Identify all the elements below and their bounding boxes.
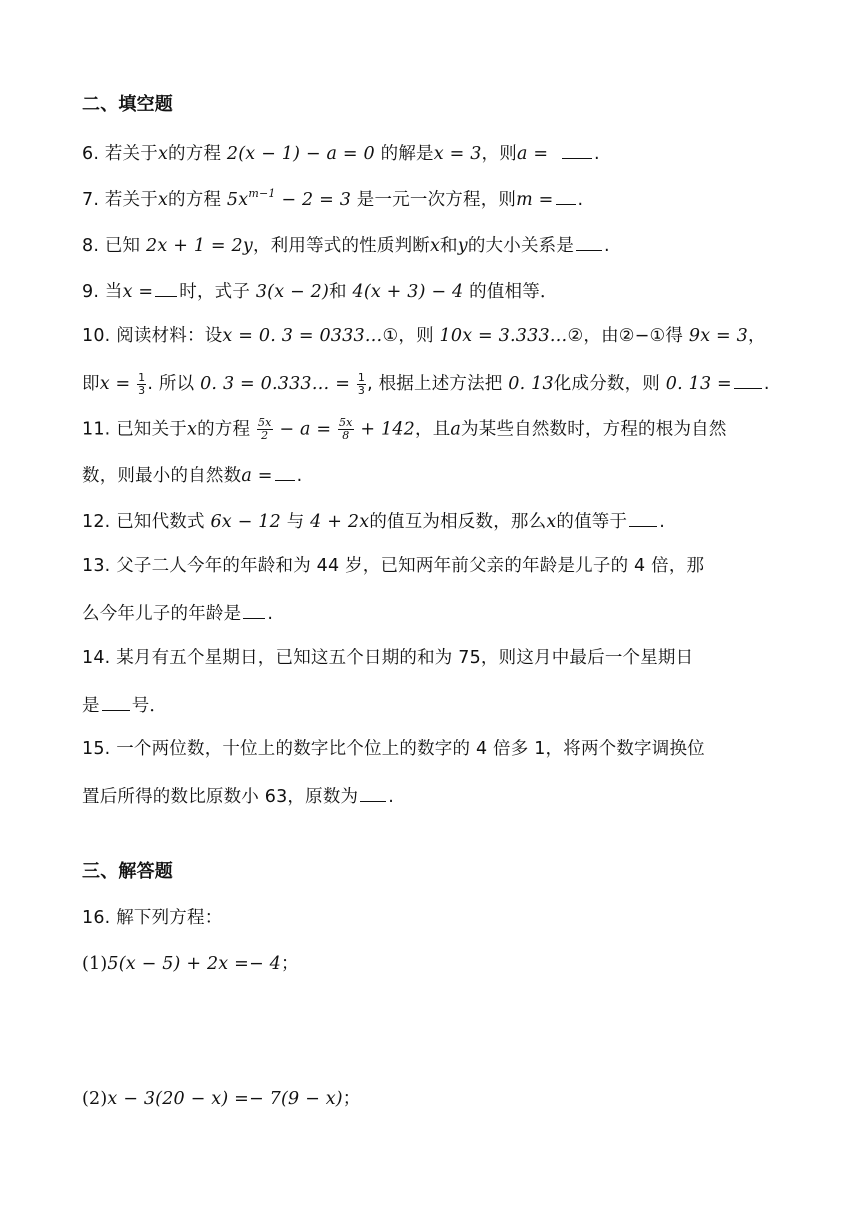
section-heading-fill-in: 二、填空题 — [82, 94, 173, 115]
fraction-5x-over-2: $\frac{5x}{2}$ — [257, 416, 272, 442]
question-11-line-2: 数，则最小的自然数a = . — [82, 462, 302, 488]
answer-blank[interactable] — [360, 783, 386, 802]
answer-blank[interactable] — [243, 600, 265, 619]
question-11-line-1: 11. 已知关于x的方程 $\frac{5x}{2}$ − a = $\frac{5x}{8}$ + 142，且a为某些自然数时，方程的根为自然 — [82, 416, 727, 442]
answer-blank[interactable] — [556, 186, 576, 205]
answer-blank[interactable] — [102, 692, 130, 711]
question-7: 7. 若关于x的方程 $5x^{m-1} - 2 = 3$ 是一元一次方程，则m = . — [82, 187, 584, 210]
question-16-part-1: (1)5(x − 5) + 2x =− 4； — [82, 954, 299, 974]
answer-blank[interactable] — [576, 232, 602, 251]
answer-blank[interactable] — [734, 370, 762, 389]
question-13-line-1: 13. 父子二人今年的年龄和为 44 岁，已知两年前父亲的年龄是儿子的 4 倍，那 — [82, 556, 705, 576]
question-15-line-1: 15. 一个两位数，十位上的数字比个位上的数字的 4 倍多 1，将两个数字调换位 — [82, 739, 705, 759]
answer-blank[interactable] — [629, 508, 657, 527]
question-15-line-2: 置后所得的数比原数小 63，原数为 . — [82, 783, 394, 809]
fraction-5x-over-8: $\frac{5x}{8}$ — [338, 416, 353, 442]
question-9: 9. 当x = 时，式子 3(x − 2)和 4(x + 3) − 4 的值相等． — [82, 278, 558, 304]
section-heading-solve: 三、解答题 — [82, 861, 173, 882]
question-14-line-1: 14. 某月有五个星期日，已知这五个日期的和为 75，则这月中最后一个星期日 — [82, 648, 694, 668]
question-10-line-1: 10. 阅读材料：设x = 0. 3 = 0333…①，则 10x = 3.333…②，由②−①得 9x = 3， — [82, 326, 766, 346]
question-16-part-2: (2)x − 3(20 − x) =− 7(9 − x)； — [82, 1089, 361, 1109]
question-14-line-2: 是 号． — [82, 692, 167, 718]
fraction-one-third: $\frac{1}{3}$ — [357, 370, 366, 397]
question-12: 12. 已知代数式 6x − 12 与 4 + 2x的值互为相反数，那么x的值等于 . — [82, 508, 665, 534]
question-6: 6. 若关于x的方程 2(x − 1) − a = 0 的解是x = 3，则a = . — [82, 140, 600, 166]
question-13-line-2: 么今年儿子的年龄是 . — [82, 600, 273, 626]
fraction-one-third: $\frac{1}{3}$ — [138, 370, 146, 397]
question-16-title: 16. 解下列方程： — [82, 908, 223, 928]
answer-blank[interactable] — [275, 462, 295, 481]
answer-blank[interactable] — [155, 278, 177, 297]
answer-blank[interactable] — [562, 140, 592, 159]
question-10-line-2: 即x = $\frac{1}{3}$ . 所以 0. 3 = 0.333… = $\frac{1}{3}$ , 根据上述方法把 0. 13化成分数，则 0. 13 = . — [82, 370, 770, 397]
question-8: 8. 已知 2x + 1 = 2y，利用等式的性质判断x和y的大小关系是 . — [82, 232, 610, 258]
